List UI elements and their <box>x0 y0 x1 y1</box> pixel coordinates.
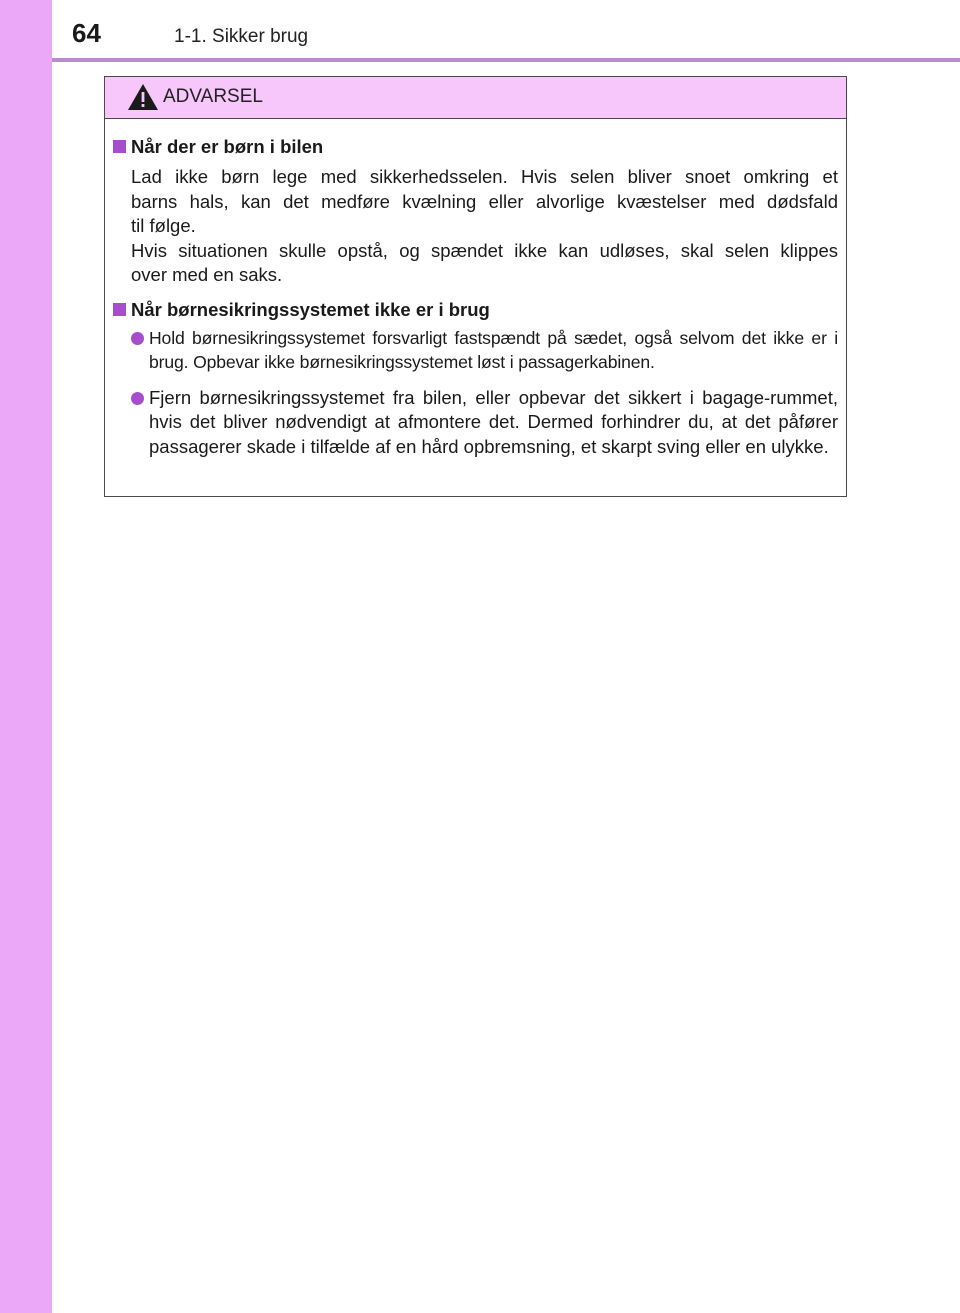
list-item-text: Hold børnesikringssystemet forsvarligt fastspændt på sædet, også selvom det ikke er i brug. Opbevar ikke børnesikringssystemet løst i passagerkabinen. <box>149 327 838 372</box>
section-heading-child-seat-not-in-use <box>113 298 838 322</box>
round-bullet-icon <box>131 392 144 405</box>
page-number: 64 <box>72 18 101 48</box>
paragraph-line: til følge. <box>131 215 196 236</box>
page-side-band <box>0 0 52 1313</box>
section-heading-children-in-car <box>113 135 838 159</box>
list-item <box>113 386 838 460</box>
paragraph-line: Lad ikke børn lege med sikkerhedsselen. Hvis selen bliver snoet omkring et <box>131 166 838 187</box>
header-rule <box>52 58 960 62</box>
list-item-text: Fjern børnesikringssystemet fra bilen, eller opbevar det sikkert i bagage-rummet, hvis det bliver nødvendigt at afmontere det. Dermed forhindrer du, at det påfører passagerer skade i tilfælde af en hård opbremsning, et skarpt sving eller en ulykke. <box>149 386 838 457</box>
round-bullet-icon <box>131 332 144 345</box>
paragraph-line: Hvis situationen skulle opstå, og spændet ikke kan udløses, skal selen klippes <box>131 239 838 261</box>
list-item <box>113 326 838 375</box>
children-in-car-paragraph <box>131 165 838 288</box>
section-heading-text: Når der er børn i bilen <box>131 136 324 157</box>
warning-header <box>105 77 846 119</box>
paragraph-line: barns hals, kan det medføre kvælning eller alvorlige kvæstelser med dødsfald <box>131 190 838 212</box>
warning-body <box>105 119 846 459</box>
warning-title: ADVARSEL <box>163 86 263 107</box>
section-title: 1-1. Sikker brug <box>174 26 309 47</box>
section-heading-text: Når børnesikringssystemet ikke er i brug <box>131 298 490 320</box>
paragraph-line: over med en saks. <box>131 264 283 285</box>
square-bullet-icon <box>113 140 126 153</box>
warning-box <box>104 76 847 497</box>
square-bullet-icon <box>113 303 126 316</box>
warning-triangle-icon <box>127 83 159 111</box>
